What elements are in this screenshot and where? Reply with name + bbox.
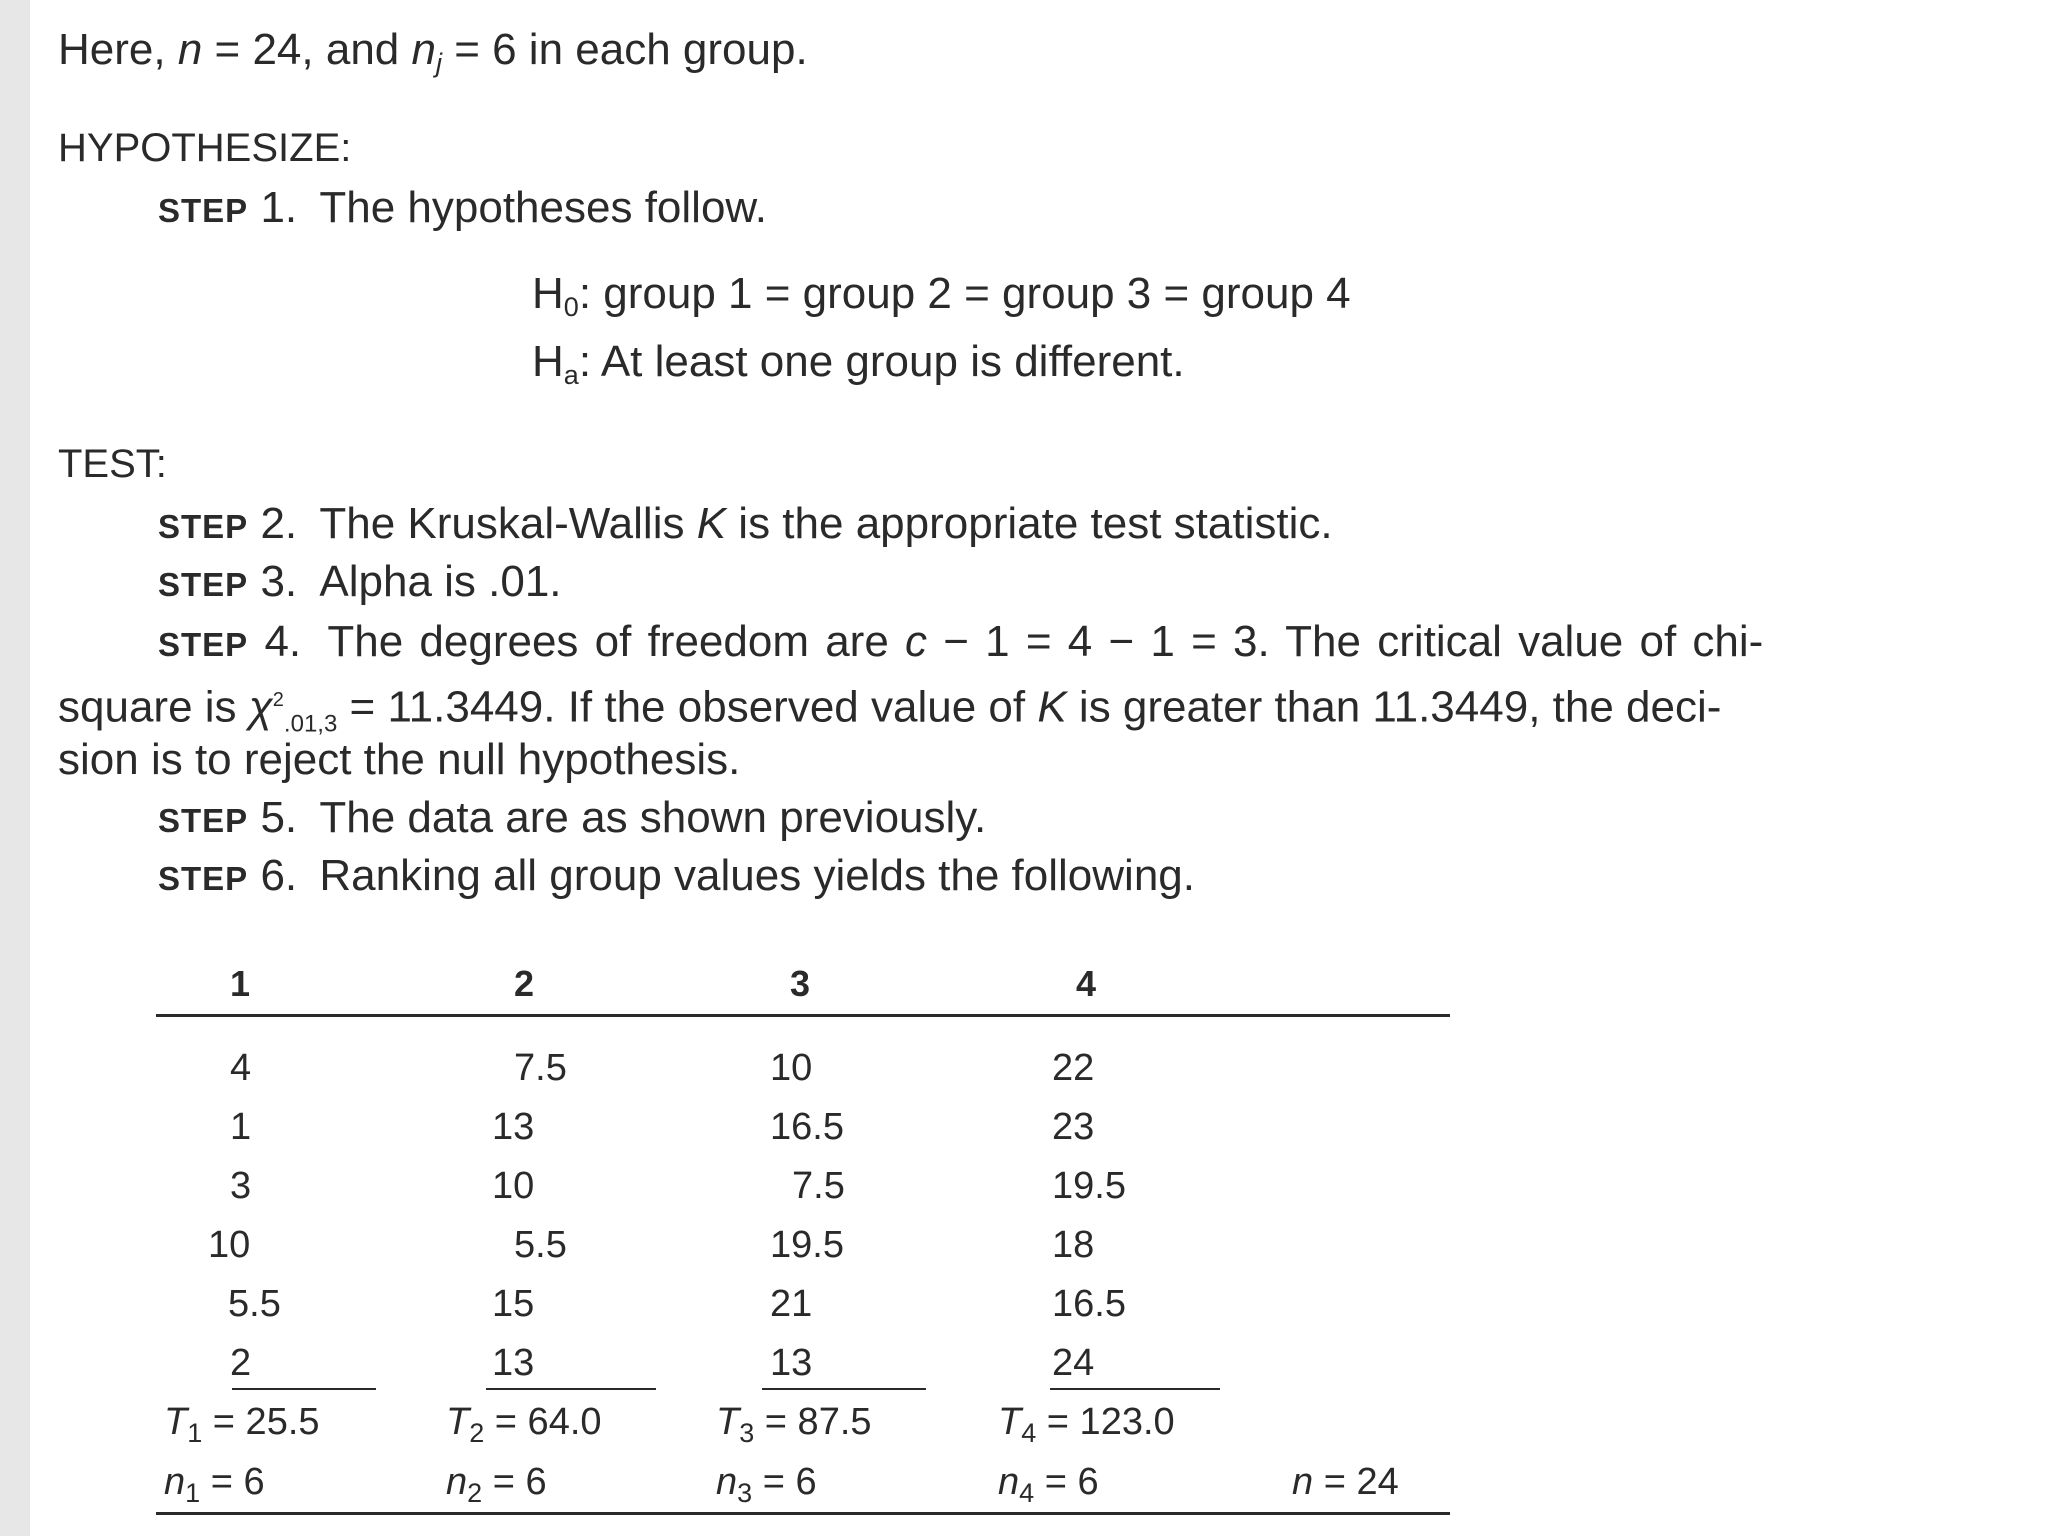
chi-sup: 2 — [272, 689, 284, 711]
chi-symbol: χ — [248, 682, 273, 732]
intro-line — [58, 24, 808, 76]
step-3-number: 3. — [260, 557, 298, 606]
step-5-line — [158, 792, 986, 847]
table-cell: 16.5 — [1052, 1283, 1126, 1325]
step-2-text-a: The Kruskal-Wallis — [319, 499, 697, 548]
total-value: = 64.0 — [484, 1401, 602, 1443]
rank-total-2 — [446, 1400, 602, 1448]
table-cell: 13 — [492, 1342, 535, 1384]
group-count-3 — [716, 1460, 817, 1508]
table-bottom-rule — [156, 1512, 1450, 1515]
table-cell: 3 — [230, 1165, 252, 1207]
step-2-k: K — [696, 499, 727, 548]
table-cell: 1 — [230, 1106, 252, 1148]
alternative-hypothesis — [532, 336, 1185, 388]
total-sub: 1 — [187, 1418, 203, 1448]
table-cell: 16.5 — [770, 1106, 844, 1148]
intro-nj-eq: = 6 in each group. — [441, 25, 808, 74]
step-label: STEP — [158, 626, 249, 663]
step-5-text: The data are as shown previously. — [319, 793, 987, 842]
h0-text: : group 1 = group 2 = group 3 = group 4 — [578, 269, 1351, 318]
total-value: = 25.5 — [202, 1401, 320, 1443]
count-var: n — [998, 1461, 1020, 1503]
step-2-text-b: is the appropriate test statistic. — [726, 499, 1333, 548]
step-4-line-1 — [158, 616, 1763, 671]
null-hypothesis — [532, 268, 1351, 320]
step-3-text: Alpha is .01. — [319, 557, 562, 606]
sum-rule-2 — [486, 1388, 656, 1390]
table-cell: 15 — [492, 1283, 535, 1325]
sum-rule-3 — [762, 1388, 926, 1390]
intro-n-eq: = 24, and — [202, 25, 412, 74]
column-header-2: 2 — [514, 963, 535, 1004]
table-cell: 21 — [770, 1283, 813, 1325]
step-4-number: 4. — [264, 617, 302, 666]
column-header-1: 1 — [230, 963, 251, 1004]
step-6-number: 6. — [260, 851, 298, 900]
count-var: n — [446, 1461, 468, 1503]
total-n-var: n — [1292, 1461, 1314, 1503]
intro-nj-sub: j — [435, 48, 442, 78]
step-4-line-2 — [58, 674, 1722, 738]
ha-text: : At least one group is different. — [578, 337, 1185, 386]
total-var: T — [164, 1401, 188, 1443]
step-2-number: 2. — [260, 499, 298, 548]
total-sub: 3 — [739, 1418, 755, 1448]
table-cell: 5.5 — [228, 1283, 281, 1325]
column-header-4: 4 — [1076, 963, 1097, 1004]
test-heading: TEST: — [58, 442, 167, 486]
step-4-text-a: The degrees of freedom are — [327, 617, 906, 666]
intro-prefix: Here, — [58, 25, 166, 74]
table-cell: 10 — [208, 1224, 251, 1266]
step-1-text: The hypotheses follow. — [319, 183, 767, 232]
step-3-line — [158, 556, 562, 611]
total-var: T — [446, 1401, 470, 1443]
count-sub: 4 — [1019, 1478, 1035, 1508]
total-var: T — [998, 1401, 1022, 1443]
count-value: = 6 — [752, 1461, 817, 1503]
count-value: = 6 — [482, 1461, 547, 1503]
rank-total-3 — [716, 1400, 872, 1448]
rank-total-4 — [998, 1400, 1175, 1448]
total-sub: 2 — [469, 1418, 485, 1448]
step-4-line2-b: = 11.3449. If the observed value of — [337, 682, 1038, 732]
step-1-number: 1. — [260, 183, 298, 232]
table-cell: 10 — [492, 1165, 535, 1207]
step-label: STEP — [158, 566, 249, 603]
step-4-k: K — [1037, 682, 1067, 732]
table-cell: 7.5 — [792, 1165, 845, 1207]
total-value: = 123.0 — [1036, 1401, 1175, 1443]
step-5-number: 5. — [260, 793, 298, 842]
table-cell: 7.5 — [514, 1047, 567, 1089]
step-4-line-3: sion is to reject the null hypothesis. — [58, 735, 741, 784]
total-value: = 87.5 — [754, 1401, 872, 1443]
step-label: STEP — [158, 192, 249, 229]
step-4-line2-a: square is — [58, 682, 249, 732]
intro-n-var: n — [177, 25, 203, 74]
h0-label: H — [532, 269, 564, 318]
count-sub: 3 — [737, 1478, 753, 1508]
group-count-1 — [164, 1460, 265, 1508]
step-4-text-b: − 1 = 4 − 1 = 3. The critical value of chi- — [927, 617, 1764, 666]
step-4-line2-c: is greater than 11.3449, the deci- — [1066, 682, 1722, 732]
table-cell: 13 — [492, 1106, 535, 1148]
count-var: n — [164, 1461, 186, 1503]
table-cell: 24 — [1052, 1342, 1095, 1384]
table-header-rule — [156, 1014, 1450, 1017]
table-cell: 18 — [1052, 1224, 1095, 1266]
group-count-4 — [998, 1460, 1099, 1508]
total-n — [1292, 1460, 1399, 1504]
ha-sub: a — [563, 360, 579, 390]
hypothesize-heading: HYPOTHESIZE: — [58, 126, 352, 170]
chi-sub: .01,3 — [283, 710, 338, 738]
column-header-3: 3 — [790, 963, 811, 1004]
sum-rule-4 — [1050, 1388, 1220, 1390]
total-n-value: = 24 — [1313, 1461, 1399, 1503]
group-count-2 — [446, 1460, 547, 1508]
step-1-line — [158, 182, 767, 237]
table-cell: 13 — [770, 1342, 813, 1384]
total-sub: 4 — [1021, 1418, 1037, 1448]
intro-nj-var: n — [411, 25, 436, 74]
table-cell: 23 — [1052, 1106, 1095, 1148]
table-cell: 19.5 — [770, 1224, 844, 1266]
count-sub: 2 — [467, 1478, 483, 1508]
count-var: n — [716, 1461, 738, 1503]
h0-sub: 0 — [563, 292, 579, 322]
rank-total-1 — [164, 1400, 320, 1448]
table-cell: 19.5 — [1052, 1165, 1126, 1207]
table-cell: 4 — [230, 1047, 252, 1089]
step-2-line — [158, 498, 1333, 553]
step-4-c: c — [905, 617, 928, 666]
ha-label: H — [532, 337, 564, 386]
count-value: = 6 — [1034, 1461, 1099, 1503]
count-value: = 6 — [200, 1461, 265, 1503]
document-page — [30, 0, 2048, 1536]
table-cell: 2 — [230, 1342, 252, 1384]
count-sub: 1 — [185, 1478, 201, 1508]
table-cell: 5.5 — [514, 1224, 567, 1266]
step-label: STEP — [158, 508, 249, 545]
table-cell: 10 — [770, 1047, 813, 1089]
step-6-line — [158, 850, 1195, 905]
step-label: STEP — [158, 802, 249, 839]
sum-rule-1 — [232, 1388, 376, 1390]
table-cell: 22 — [1052, 1047, 1095, 1089]
step-6-text: Ranking all group values yields the following. — [319, 851, 1195, 900]
step-label: STEP — [158, 860, 249, 897]
total-var: T — [716, 1401, 740, 1443]
